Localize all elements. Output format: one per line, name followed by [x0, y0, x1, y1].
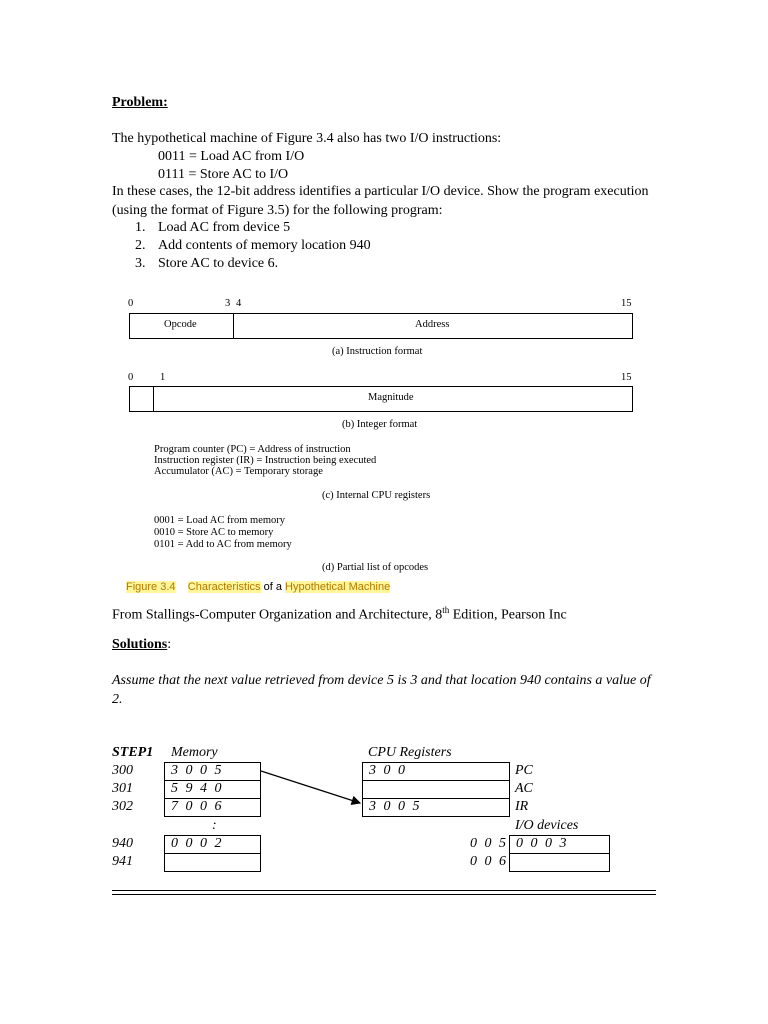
opcode-line-3: 0101 = Add to AC from memory [154, 539, 292, 550]
mem-addr-941: 941 [112, 854, 133, 869]
register-ir-label: IR [515, 799, 529, 814]
step-num-3: 3. [135, 256, 146, 271]
mem-addr-940: 940 [112, 836, 133, 851]
program-step-3: Store AC to device 6. [158, 256, 279, 271]
mem-addr-302: 302 [112, 799, 133, 814]
opcode-line-2: 0010 = Store AC to memory [154, 527, 274, 538]
caption-d: (d) Partial list of opcodes [322, 562, 429, 573]
io-instruction-1: 0011 = Load AC from I/O [158, 149, 305, 164]
address-field: Address [415, 319, 450, 330]
problem-body: In these cases, the 12-bit address identifies a particular I/O device. Show the program execution (using the format of Figure 3.5) for the following program: [112, 184, 649, 218]
bit-label-3: 3 [225, 298, 231, 309]
memory-label: Memory [171, 745, 218, 760]
device-005-label: 0 0 5 [470, 836, 508, 851]
opcode-field: Opcode [164, 319, 197, 330]
memory-ellipsis: : [212, 818, 217, 833]
figure-caption-part2: of a [263, 581, 282, 593]
problem-heading: Problem: [112, 95, 168, 110]
figure-caption-label: Figure 3.4 [126, 581, 176, 593]
device-005-cell: 0 0 0 3 [509, 835, 610, 854]
mem-cell-300: 3 0 0 5 [164, 762, 261, 781]
bit-label-0b: 0 [128, 372, 134, 383]
source-sup: th [442, 605, 450, 615]
caption-c: (c) Internal CPU registers [322, 490, 431, 501]
mem-addr-300: 300 [112, 763, 133, 778]
source-text: From Stallings-Computer Organization and Architecture, 8 [112, 607, 443, 623]
magnitude-field: Magnitude [368, 392, 414, 403]
step-num-1: 1. [135, 220, 146, 235]
footer-rule-top [112, 890, 656, 891]
device-006-label: 0 0 6 [470, 854, 508, 869]
register-line-1: Program counter (PC) = Address of instruction [154, 444, 351, 455]
solutions-title: Solutions [112, 637, 168, 652]
mem-cell-301: 5 9 4 0 [164, 780, 261, 799]
step-num-2: 2. [135, 238, 146, 253]
bit-label-4: 4 [236, 298, 242, 309]
bit-label-15b: 15 [621, 372, 632, 383]
io-devices-label: I/O devices [515, 818, 579, 833]
register-line-3: Accumulator (AC) = Temporary storage [154, 466, 323, 477]
problem-intro: The hypothetical machine of Figure 3.4 also has two I/O instructions: [112, 131, 502, 146]
register-line-2: Instruction register (IR) = Instruction being executed [154, 455, 377, 466]
register-pc-label: PC [515, 763, 533, 778]
register-ir-cell: 3 0 0 5 [362, 798, 510, 817]
program-step-2: Add contents of memory location 940 [158, 238, 371, 253]
mem-addr-301: 301 [112, 781, 133, 796]
io-instruction-2: 0111 = Store AC to I/O [158, 167, 289, 182]
bit-label-0: 0 [128, 298, 134, 309]
program-step-1: Load AC from device 5 [158, 220, 291, 235]
caption-b: (b) Integer format [342, 419, 418, 430]
bit-label-15: 15 [621, 298, 632, 309]
mem-cell-302: 7 0 0 6 [164, 798, 261, 817]
register-pc-cell: 3 0 0 [362, 762, 510, 781]
caption-a: (a) Instruction format [332, 346, 423, 357]
figure-caption-part3: Hypothetical Machine [285, 581, 391, 593]
source-edition: Edition, Pearson Inc [449, 607, 567, 623]
bit-label-1b: 1 [160, 372, 166, 383]
opcode-line-1: 0001 = Load AC from memory [154, 515, 286, 526]
solutions-colon: : [167, 637, 172, 652]
cpu-registers-label: CPU Registers [368, 745, 452, 760]
solutions-assumption: Assume that the next value retrieved from device 5 is 3 and that location 940 contains a value of 2. [112, 673, 651, 707]
figure-caption-part1: Characteristics [187, 581, 261, 593]
register-ac-label: AC [515, 781, 533, 796]
step1-title: STEP1 [112, 745, 154, 760]
mem-cell-940: 0 0 0 2 [164, 835, 261, 854]
footer-rule-bottom [112, 894, 656, 895]
